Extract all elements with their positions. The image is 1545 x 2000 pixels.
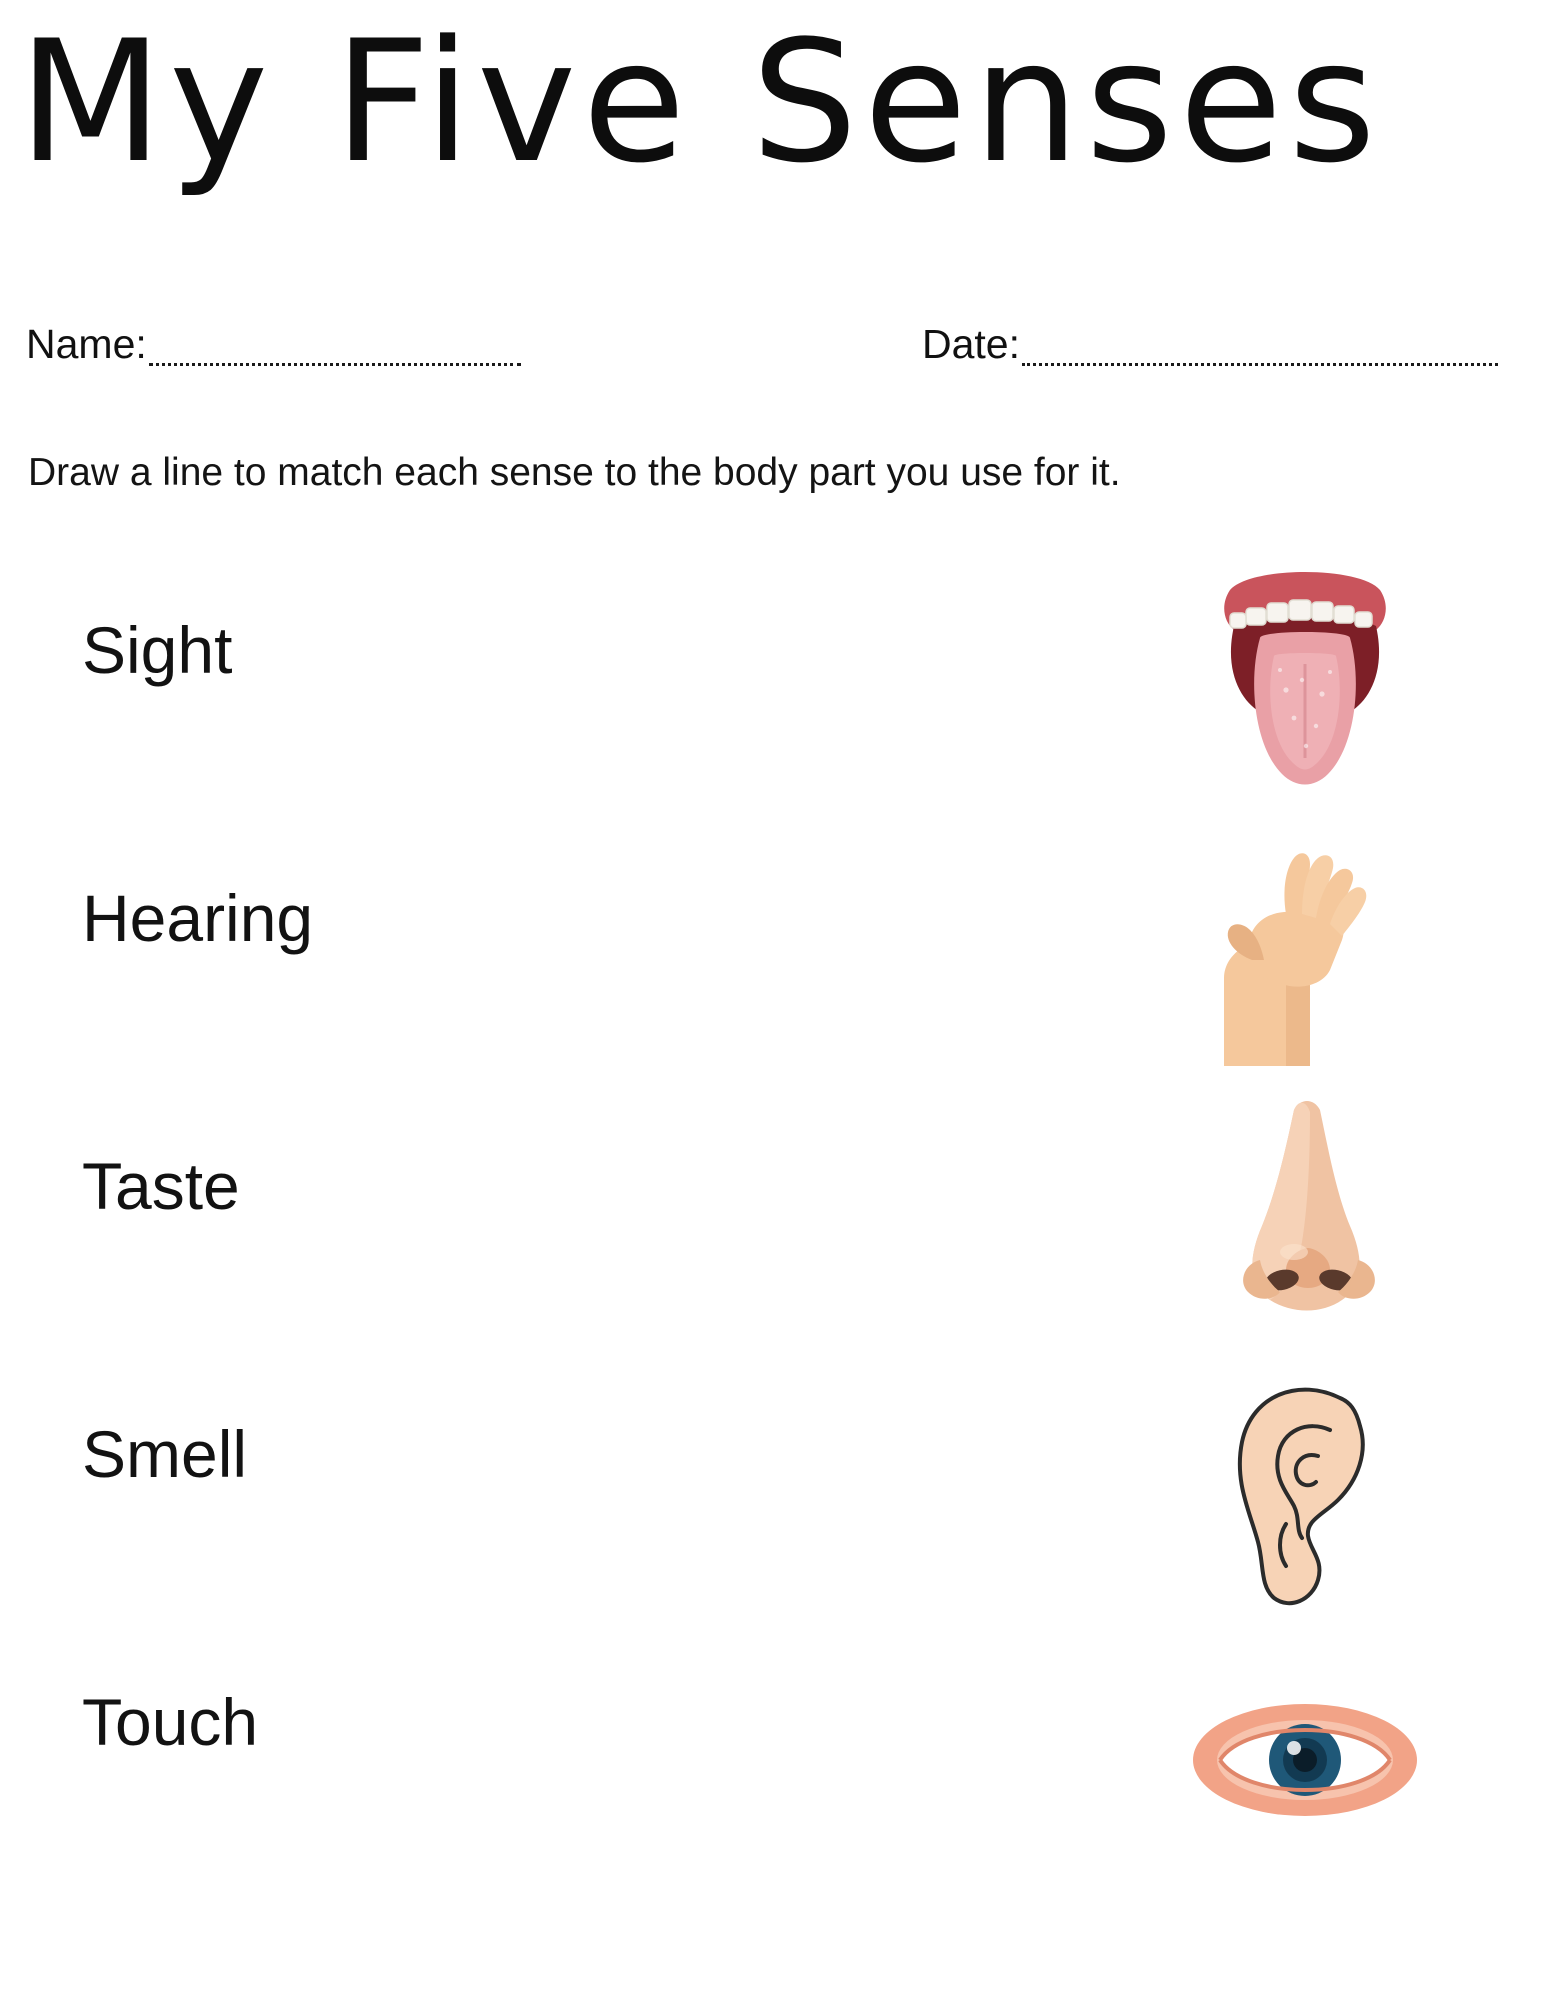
- name-field[interactable]: [26, 322, 521, 366]
- sense-label[interactable]: Touch: [82, 1685, 259, 1759]
- name-write-line[interactable]: [149, 327, 521, 366]
- name-date-row: [26, 322, 1506, 372]
- eye-illustration[interactable]: [1190, 1632, 1420, 1882]
- sense-label[interactable]: Taste: [82, 1149, 240, 1223]
- nose-illustration[interactable]: [1190, 1096, 1420, 1346]
- matching-rows: [0, 560, 1545, 1960]
- matching-row: [0, 1096, 1545, 1364]
- date-field[interactable]: [922, 322, 1498, 366]
- date-write-line[interactable]: [1022, 327, 1498, 366]
- sense-label[interactable]: Smell: [82, 1417, 248, 1491]
- date-label: Date:: [922, 321, 1020, 367]
- matching-row: [0, 828, 1545, 1096]
- matching-row: [0, 1632, 1545, 1900]
- instruction-text: Draw a line to match each sense to the body part you use for it.: [28, 451, 1121, 494]
- hand-illustration[interactable]: [1190, 828, 1420, 1078]
- name-label: Name:: [26, 321, 147, 367]
- sense-label[interactable]: Sight: [82, 613, 233, 687]
- tongue-illustration[interactable]: [1190, 560, 1420, 810]
- page-title: My Five Senses: [18, 4, 1382, 200]
- matching-row: [0, 560, 1545, 828]
- matching-row: [0, 1364, 1545, 1632]
- ear-illustration[interactable]: [1190, 1364, 1420, 1614]
- sense-label[interactable]: Hearing: [82, 881, 314, 955]
